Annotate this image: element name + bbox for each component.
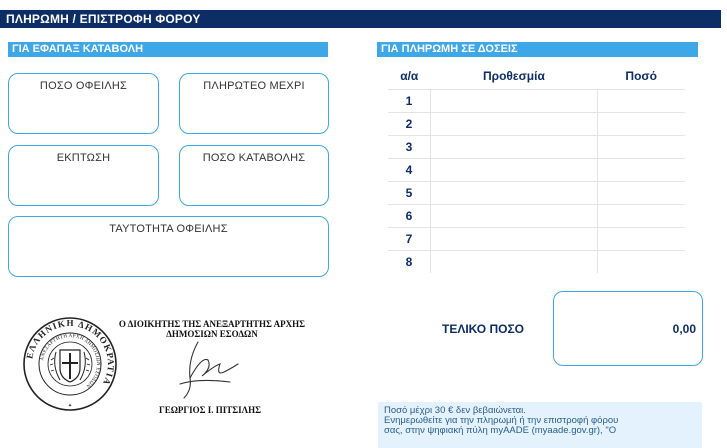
total-label: ΤΕΛΙΚΟ ΠΟΣΟ bbox=[442, 322, 524, 336]
svg-text:✦: ✦ bbox=[67, 404, 73, 409]
row-index: 3 bbox=[388, 136, 431, 159]
column-header-index: α/α bbox=[400, 69, 419, 83]
row-index: 1 bbox=[388, 90, 431, 113]
installments-header bbox=[377, 42, 698, 57]
deadline-cell[interactable] bbox=[431, 90, 598, 113]
deadline-cell[interactable] bbox=[431, 136, 598, 159]
row-index: 2 bbox=[388, 113, 431, 136]
row-index: 7 bbox=[388, 228, 431, 251]
lump-sum-header bbox=[8, 42, 328, 57]
table-row bbox=[388, 251, 685, 274]
payment-amount-label: ΠΟΣΟ ΚΑΤΑΒΟΛΗΣ bbox=[202, 152, 306, 164]
signatory-name: ΓΕΩΡΓΙΟΣ Ι. ΠΙΤΣΙΛΗΣ bbox=[158, 405, 262, 415]
info-note bbox=[378, 402, 702, 448]
discount-label: ΕΚΠΤΩΣΗ bbox=[56, 152, 111, 164]
debt-id-field[interactable] bbox=[8, 216, 329, 277]
table-row bbox=[388, 159, 685, 182]
amount-due-label: ΠΟΣΟ ΟΦΕΙΛΗΣ bbox=[39, 80, 128, 92]
page-title: ΠΛΗΡΩΜΗ / ΕΠΙΣΤΡΟΦΗ ΦΟΡΟΥ bbox=[6, 12, 201, 26]
amount-cell[interactable] bbox=[597, 113, 685, 136]
table-row bbox=[388, 228, 685, 251]
table-row bbox=[388, 90, 685, 113]
seal-emblem-icon bbox=[22, 316, 118, 412]
note-line-1: Ποσό μέχρι 30 € δεν βεβαιώνεται. bbox=[384, 405, 526, 416]
svg-text:ΑΝΕΞΑΡΤΗΤΗ ΑΡΧΗ ΔΗΜΟΣΙΩΝ ΕΣΟΔΩ: ΑΝΕΞΑΡΤΗΤΗ ΑΡΧΗ ΔΗΜΟΣΙΩΝ ΕΣΟΔΩΝ bbox=[40, 333, 101, 389]
table-row bbox=[388, 136, 685, 159]
row-index: 8 bbox=[388, 251, 431, 274]
deadline-cell[interactable] bbox=[431, 251, 598, 274]
handwritten-signature bbox=[168, 338, 248, 404]
signatory-title bbox=[112, 319, 312, 339]
note-line-3: σας, στην ψηφιακή πύλη myAADE (myaade.gov.gr), "Ο bbox=[384, 425, 617, 436]
amount-cell[interactable] bbox=[597, 90, 685, 113]
table-row bbox=[388, 205, 685, 228]
debt-id-label: ΤΑΥΤΟΤΗΤΑ ΟΦΕΙΛΗΣ bbox=[109, 223, 228, 235]
note-line-2: Ενημερωθείτε για την πληρωμή ή την επιστροφή φόρου bbox=[384, 415, 619, 426]
installments-table bbox=[388, 63, 685, 273]
row-index: 5 bbox=[388, 182, 431, 205]
page-header bbox=[0, 10, 721, 28]
amount-cell[interactable] bbox=[597, 182, 685, 205]
column-header-deadline: Προθεσμία bbox=[482, 69, 545, 83]
deadline-cell[interactable] bbox=[431, 159, 598, 182]
deadline-cell[interactable] bbox=[431, 205, 598, 228]
amount-cell[interactable] bbox=[597, 251, 685, 274]
svg-text:ΕΛΛΗΝΙΚΗ ΔΗΜΟΚΡΑΤΙΑ: ΕΛΛΗΝΙΚΗ ΔΗΜΟΚΡΑΤΙΑ bbox=[24, 317, 117, 388]
deadline-cell[interactable] bbox=[431, 113, 598, 136]
total-value: 0,00 bbox=[672, 322, 696, 336]
row-index: 6 bbox=[388, 205, 431, 228]
payable-until-field[interactable] bbox=[179, 73, 329, 134]
table-row bbox=[388, 113, 685, 136]
lump-sum-title: ΓΙΑ ΕΦΑΠΑΞ ΚΑΤΑΒΟΛΗ bbox=[12, 43, 144, 55]
amount-cell[interactable] bbox=[597, 228, 685, 251]
total-amount-field[interactable] bbox=[553, 291, 703, 366]
table-row bbox=[388, 182, 685, 205]
column-header-amount: Ποσό bbox=[625, 69, 657, 83]
installments-title: ΓΙΑ ΠΛΗΡΩΜΗ ΣΕ ΔΟΣΕΙΣ bbox=[381, 43, 518, 55]
amount-due-field[interactable] bbox=[8, 73, 159, 134]
row-index: 4 bbox=[388, 159, 431, 182]
deadline-cell[interactable] bbox=[431, 228, 598, 251]
discount-field[interactable] bbox=[8, 145, 159, 206]
payable-until-label: ΠΛΗΡΩΤΕΟ ΜΕΧΡΙ bbox=[203, 80, 305, 92]
payment-amount-field[interactable] bbox=[179, 145, 329, 206]
signatory-title-line2: ΔΗΜΟΣΙΩΝ ΕΣΟΔΩΝ bbox=[166, 329, 258, 339]
amount-cell[interactable] bbox=[597, 205, 685, 228]
amount-cell[interactable] bbox=[597, 159, 685, 182]
deadline-cell[interactable] bbox=[431, 182, 598, 205]
signatory-title-line1: Ο ΔΙΟΙΚΗΤΗΣ ΤΗΣ ΑΝΕΞΑΡΤΗΤΗΣ ΑΡΧΗΣ bbox=[118, 319, 306, 329]
amount-cell[interactable] bbox=[597, 136, 685, 159]
